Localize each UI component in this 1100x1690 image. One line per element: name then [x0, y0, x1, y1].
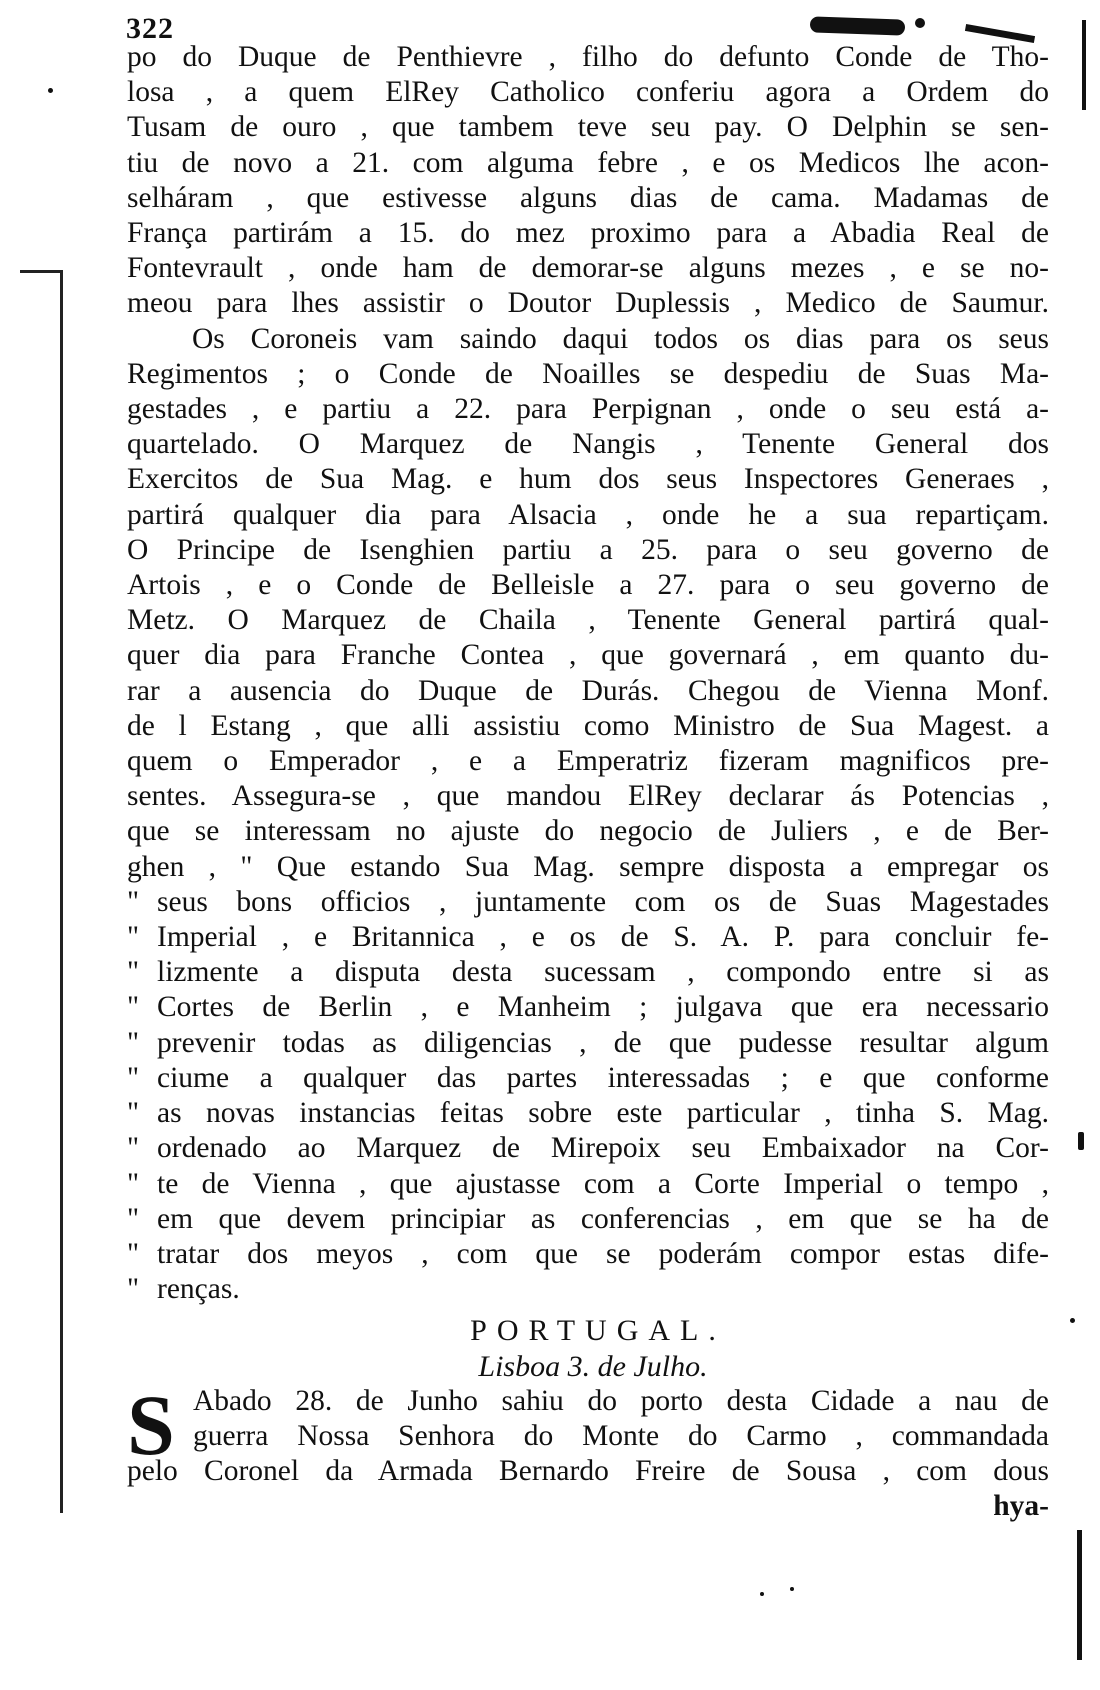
ink-smudge: [810, 16, 906, 35]
ink-speck: [48, 88, 53, 93]
text-line: ghen , " Que estando Sua Mag. sempre disposta a empregar os: [127, 850, 1049, 883]
text-line: de l Estang , que alli assistiu como Ministro de Sua Magest. a: [127, 709, 1049, 742]
quote-mark: ": [127, 991, 140, 1024]
text-line: quer dia para Franche Contea , que governará , em quanto du-: [127, 639, 1049, 672]
quote-mark: ": [127, 921, 140, 954]
quoted-text: tratar dos meyos , com que se poderám compor estas dife-: [157, 1237, 1049, 1270]
drop-cap: S: [127, 1376, 175, 1473]
text-line: Exercitos de Sua Mag. e hum dos seus Inspectores Generaes ,: [127, 463, 1049, 496]
ink-speck: [1078, 1132, 1084, 1150]
text-line: quem o Emperador , e a Emperatriz fizeram magnificos pre-: [127, 745, 1049, 778]
text-line: meou para lhes assistir o Doutor Duplessis , Medico de Saumur.: [127, 287, 1049, 320]
text-line: Artois , e o Conde de Belleisle a 27. para o seu governo de: [127, 569, 1049, 602]
quote-mark: ": [127, 956, 140, 989]
quote-mark: ": [127, 1097, 140, 1130]
quoted-line: [127, 1131, 1049, 1166]
quote-mark: ": [127, 1061, 140, 1094]
text-line: guerra Nossa Senhora do Monte do Carmo , commandada: [193, 1419, 1049, 1452]
text-line: pelo Coronel da Armada Bernardo Freire de Sousa , com dous: [127, 1455, 1049, 1488]
page-edge-mark: [1077, 1530, 1082, 1660]
text-line: França partirám a 15. do mez proximo para a Abadia Real de: [127, 217, 1049, 250]
text-line: O Principe de Isenghien partiu a 25. para o seu governo de: [127, 533, 1049, 566]
quoted-line: [127, 1272, 1049, 1307]
text-line: po do Duque de Penthievre , filho do defunto Conde de Tho-: [127, 41, 1049, 73]
quoted-line: [127, 1026, 1049, 1061]
quoted-text: ordenado ao Marquez de Mirepoix seu Embaixador na Cor-: [157, 1132, 1049, 1165]
page-number: 322: [126, 12, 174, 45]
text-line: selháram , que estivesse alguns dias de cama. Madamas de: [127, 181, 1049, 214]
text-line: tiu de novo a 21. com alguma febre , e os Medicos lhe acon-: [127, 146, 1049, 179]
paragraph-portugal: [127, 1376, 1049, 1490]
quoted-line: [127, 1237, 1049, 1272]
quoted-text: ciume a qualquer das partes interessadas ; e que conforme: [157, 1061, 1049, 1094]
quote-mark: ": [127, 1167, 140, 1200]
quoted-text: renças.: [157, 1273, 240, 1306]
quote-mark: ": [127, 1237, 140, 1270]
quoted-line: [127, 955, 1049, 990]
quoted-text: Imperial , e Britannica , e os de S. A. P. para concluir fe-: [157, 921, 1049, 954]
quoted-line: [127, 1096, 1049, 1131]
quote-mark: ": [127, 1273, 140, 1306]
ink-speck: [790, 1587, 794, 1591]
quoted-text: prevenir todas as diligencias , de que pudesse resultar algum: [157, 1026, 1049, 1059]
text-line: Fontevrault , onde ham de demorar-se alguns mezes , e se no-: [127, 252, 1049, 285]
dateline: Lisboa 3. de Julho.: [478, 1349, 708, 1383]
text-line: gestades , e partiu a 22. para Perpignan , onde o seu está a-: [127, 393, 1049, 426]
text-line: partirá qualquer dia para Alsacia , onde he a sua repartiçam.: [127, 498, 1049, 531]
quoted-line: [127, 1167, 1049, 1202]
section-heading: PORTUGAL.: [470, 1314, 726, 1348]
text-line: rar a ausencia do Duque de Durás. Chegou de Vienna Monf.: [127, 674, 1049, 707]
ink-speck: [1070, 1318, 1075, 1323]
quoted-text: seus bons officios , juntamente com os de Suas Magestades: [157, 885, 1049, 918]
quoted-text: as novas instancias feitas sobre este particular , tinha S. Mag.: [157, 1097, 1049, 1130]
quoted-text: lizmente a disputa desta sucessam , compondo entre si as: [157, 956, 1049, 989]
quoted-text: te de Vienna , que ajustasse com a Corte Imperial o tempo ,: [157, 1167, 1049, 1200]
text-line: que se interessam no ajuste do negocio de Juliers , e de Ber-: [127, 815, 1049, 848]
body-text: [127, 40, 1049, 1525]
quoted-text: em que devem principiar as conferencias , em que se ha de: [157, 1202, 1049, 1235]
text-line: quartelado. O Marquez de Nangis , Tenente General dos: [127, 428, 1049, 461]
quoted-line: [127, 920, 1049, 955]
text-line: Regimentos ; o Conde de Noailles se despediu de Suas Ma-: [127, 357, 1049, 390]
catchword: hya-: [993, 1490, 1049, 1523]
quote-mark: ": [127, 1132, 140, 1165]
quote-mark: ": [127, 1026, 140, 1059]
margin-rule: [20, 270, 63, 1513]
quoted-line: [127, 990, 1049, 1025]
page-edge-mark: [1082, 20, 1086, 110]
quote-mark: ": [127, 885, 140, 918]
ink-speck: [760, 1592, 764, 1596]
text-line: losa , a quem ElRey Catholico conferiu agora a Ordem do: [127, 76, 1049, 109]
text-line: Metz. O Marquez de Chaila , Tenente General partirá qual-: [127, 604, 1049, 637]
ink-smudge: [915, 18, 925, 28]
quoted-line: [127, 885, 1049, 920]
paragraph-start-line: Os Coroneis vam saindo daqui todos os dias para os seus: [192, 322, 1049, 355]
quoted-text: Cortes de Berlin , e Manheim ; julgava que era necessario: [157, 991, 1049, 1024]
text-line: Tusam de ouro , que tambem teve seu pay. O Delphin se sen-: [127, 111, 1049, 144]
quoted-line: [127, 1061, 1049, 1096]
text-line: Abado 28. de Junho sahiu do porto desta Cidade a nau de: [193, 1384, 1049, 1417]
text-line: sentes. Assegura-se , que mandou ElRey declarar ás Potencias ,: [127, 780, 1049, 813]
quote-mark: ": [127, 1202, 140, 1235]
quoted-line: [127, 1202, 1049, 1237]
